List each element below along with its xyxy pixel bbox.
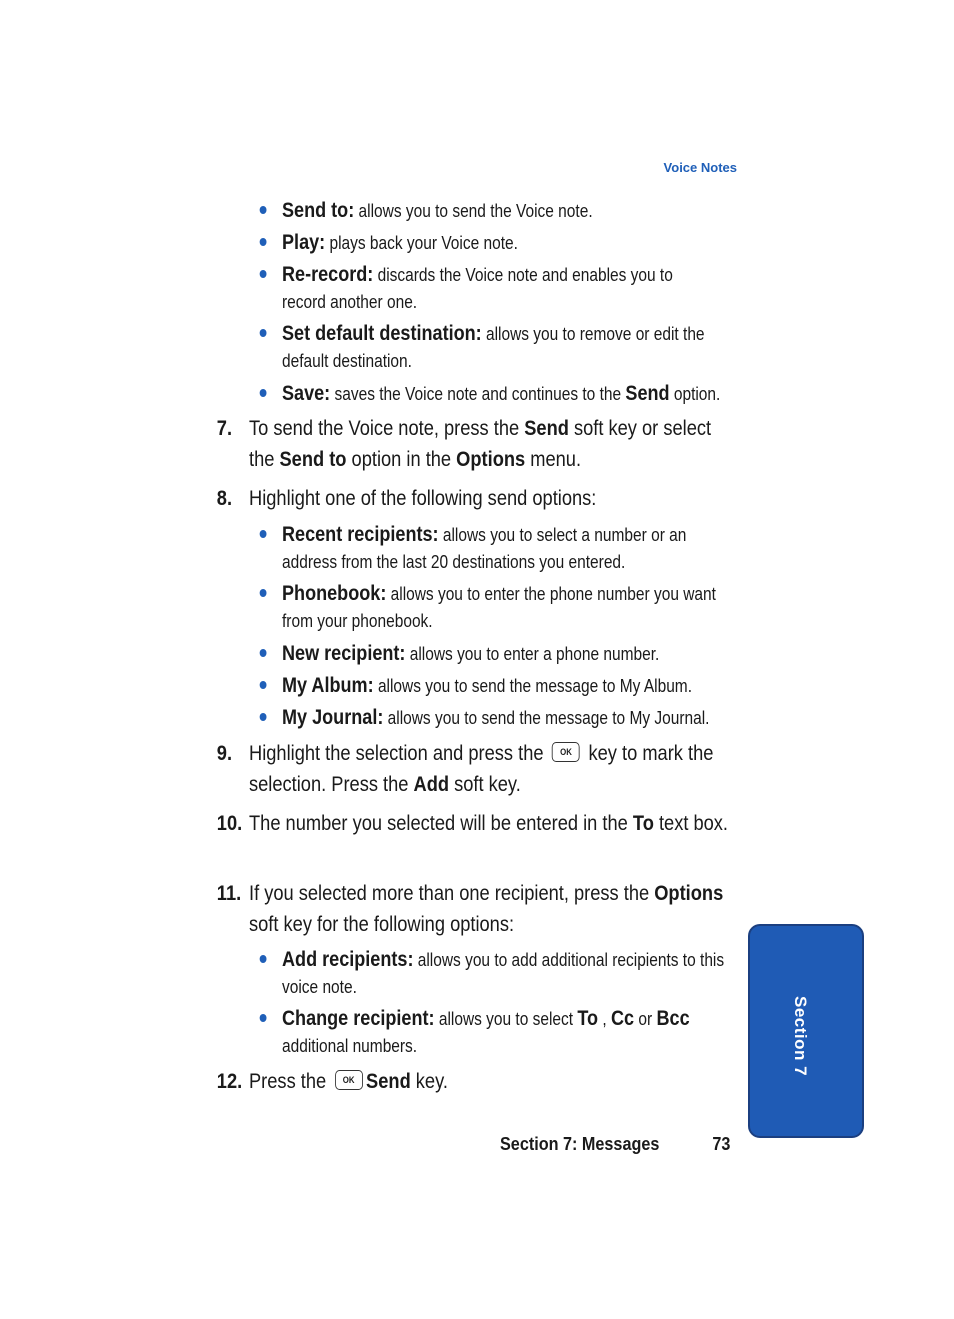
footer-section: Section 7: Messages bbox=[500, 1134, 660, 1154]
bullet-dot bbox=[260, 955, 267, 963]
step-number: 7. bbox=[216, 417, 233, 440]
ok-key-icon: OK bbox=[335, 1070, 363, 1090]
bullet-desc: allows you to select a number or an address from the last 20 destinations you entered. bbox=[282, 525, 687, 572]
step-number: 11. bbox=[216, 882, 242, 905]
list-item bbox=[282, 197, 678, 225]
bullet-bold: To bbox=[577, 1007, 599, 1030]
step-text: Highlight one of the following send options: bbox=[249, 487, 597, 510]
bullet-term: Set default destination: bbox=[282, 322, 482, 345]
step-text: soft key for the following options: bbox=[249, 913, 515, 936]
bullet-term: My Album: bbox=[282, 674, 374, 697]
step-12 bbox=[216, 1066, 736, 1097]
bullet-dot bbox=[260, 713, 267, 721]
bullet-term: Re-record: bbox=[282, 263, 374, 286]
bullet-term: Recent recipients: bbox=[282, 523, 439, 546]
bullet-desc: allows you to add additional recipients to this voice note. bbox=[282, 950, 725, 997]
page-number: 73 bbox=[712, 1134, 731, 1154]
bullet-desc: allows you to send the message to My Journal. bbox=[383, 708, 710, 728]
bullet-term: Phonebook: bbox=[282, 582, 387, 605]
step-bold: Send to bbox=[279, 448, 347, 471]
step-text: soft key or select the bbox=[249, 417, 712, 471]
bullet-dot bbox=[260, 238, 267, 246]
step-bold: Send bbox=[524, 417, 569, 440]
bullet-bold: Bcc bbox=[656, 1007, 690, 1030]
bullet-term: Add recipients: bbox=[282, 948, 414, 971]
bullet-dot bbox=[260, 681, 267, 689]
bullet-desc: or bbox=[634, 1009, 657, 1029]
step-number: 12. bbox=[216, 1070, 243, 1093]
bullet-desc: saves the Voice note and continues to the bbox=[330, 384, 626, 404]
bullet-term: Send to: bbox=[282, 199, 355, 222]
step-text: To send the Voice note, press the bbox=[249, 417, 525, 440]
bullet-dot bbox=[260, 206, 267, 214]
bullet-desc: allows you to remove or edit the default destination. bbox=[282, 324, 705, 371]
bullet-desc: discards the Voice note and enables you to record another one. bbox=[282, 265, 673, 312]
step-text: text box. bbox=[653, 812, 729, 835]
bullet-dot bbox=[260, 389, 267, 397]
step-10 bbox=[216, 808, 736, 839]
list-item bbox=[282, 380, 764, 408]
list-item bbox=[282, 580, 746, 635]
step-text: key. bbox=[410, 1070, 448, 1093]
section-tab bbox=[748, 924, 864, 1138]
step-bold: Options bbox=[456, 448, 526, 471]
step-number: 8. bbox=[216, 487, 233, 510]
step-11 bbox=[216, 878, 736, 940]
bullet-desc: allows you to enter a phone number. bbox=[405, 644, 660, 664]
list-item bbox=[282, 672, 746, 700]
bullet-bold: Cc bbox=[611, 1007, 635, 1030]
page-footer bbox=[500, 1134, 731, 1155]
bullet-desc: allows you to select bbox=[434, 1009, 578, 1029]
list-item bbox=[282, 640, 746, 668]
list-item bbox=[282, 946, 746, 1001]
bullet-term: Change recipient: bbox=[282, 1007, 435, 1030]
step-number: 9. bbox=[216, 742, 233, 765]
bullet-term: New recipient: bbox=[282, 642, 406, 665]
bullet-term: My Journal: bbox=[282, 706, 384, 729]
step-text: The number you selected will be entered in the bbox=[249, 812, 633, 835]
bullet-dot bbox=[260, 270, 267, 278]
step-text: key to mark the selection. Press the bbox=[249, 742, 714, 796]
step-7 bbox=[216, 413, 736, 475]
running-header: Voice Notes bbox=[663, 160, 737, 175]
list-item bbox=[282, 704, 764, 732]
bullet-desc: , bbox=[598, 1009, 612, 1029]
ok-key-icon: OK bbox=[552, 742, 580, 762]
step-text: Highlight the selection and press the bbox=[249, 742, 549, 765]
bullet-term: Save: bbox=[282, 382, 331, 405]
bullet-desc: allows you to send the Voice note. bbox=[354, 201, 593, 221]
step-text: menu. bbox=[525, 448, 582, 471]
step-number: 10. bbox=[216, 812, 243, 835]
section-tab-label: Section 7 bbox=[791, 996, 810, 1077]
step-text: Press the bbox=[249, 1070, 332, 1093]
bullet-term-inline: Send bbox=[625, 382, 670, 405]
step-bold: Options bbox=[654, 882, 724, 905]
list-item bbox=[282, 1005, 729, 1060]
step-text: option in the bbox=[346, 448, 457, 471]
step-bold: To bbox=[632, 812, 654, 835]
bullet-term: Play: bbox=[282, 231, 326, 254]
step-9 bbox=[216, 738, 736, 800]
bullet-desc: additional numbers. bbox=[282, 1036, 418, 1056]
step-8 bbox=[216, 483, 736, 514]
bullet-dot bbox=[260, 1014, 267, 1022]
bullet-desc: allows you to enter the phone number you want from your phonebook. bbox=[282, 584, 716, 631]
list-item bbox=[282, 229, 678, 257]
step-bold: Send bbox=[366, 1070, 411, 1093]
bullet-desc: allows you to send the message to My Album. bbox=[373, 676, 693, 696]
bullet-dot bbox=[260, 329, 267, 337]
list-item bbox=[282, 261, 703, 316]
bullet-dot bbox=[260, 649, 267, 657]
bullet-desc: plays back your Voice note. bbox=[325, 233, 518, 253]
step-bold: Add bbox=[413, 773, 450, 796]
step-text: soft key. bbox=[449, 773, 521, 796]
bullet-dot bbox=[260, 589, 267, 597]
bullet-desc: option. bbox=[669, 384, 721, 404]
bullet-dot bbox=[260, 530, 267, 538]
list-item bbox=[282, 521, 729, 576]
step-text: If you selected more than one recipient, press the bbox=[249, 882, 655, 905]
list-item bbox=[282, 320, 746, 375]
